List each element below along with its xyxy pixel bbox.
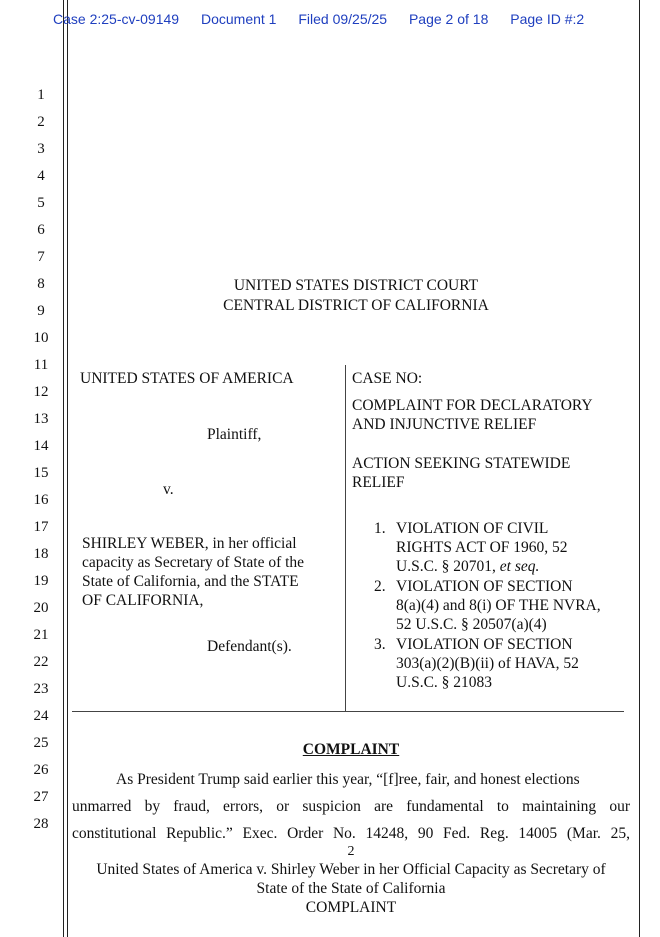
- line-number: 19: [33, 573, 49, 589]
- count-number: 2.: [374, 578, 386, 595]
- paragraph-line: unmarred by fraud, errors, or suspicion are fundamental to maintaining our: [72, 798, 630, 815]
- count-line-italic: et seq.: [499, 558, 540, 575]
- paragraph-line: constitutional Republic.” Exec. Order No. 14248, 90 Fed. Reg. 14005 (Mar. 25,: [72, 825, 630, 842]
- line-number: 26: [33, 762, 49, 778]
- line-number: 15: [33, 465, 49, 481]
- defendant-line: capacity as Secretary of State of the: [82, 554, 305, 571]
- count-line: VIOLATION OF SECTION: [396, 636, 573, 653]
- case-number-label: CASE NO:: [352, 370, 423, 387]
- complaint-heading: COMPLAINT: [302, 741, 400, 758]
- line-number: 3: [37, 141, 45, 157]
- versus: v.: [163, 481, 174, 498]
- header-document: Document 1: [200, 11, 277, 27]
- header-filed: Filed 09/25/25: [298, 11, 388, 27]
- defendant-line: SHIRLEY WEBER, in her official: [82, 535, 297, 552]
- line-number: 4: [37, 168, 45, 184]
- complaint-title-line: COMPLAINT FOR DECLARATORY: [352, 397, 593, 414]
- line-number: 23: [33, 681, 49, 697]
- count-line: U.S.C. § 21083: [396, 674, 493, 691]
- line-number: 2: [37, 114, 45, 130]
- line-number: 28: [33, 816, 49, 832]
- count-line: 8(a)(4) and 8(i) OF THE NVRA,: [396, 597, 601, 614]
- count-line: VIOLATION OF SECTION: [396, 578, 573, 595]
- line-number: 6: [37, 222, 45, 238]
- line-number: 8: [37, 276, 45, 292]
- line-number: 1: [37, 87, 45, 103]
- court-name-line-1: UNITED STATES DISTRICT COURT: [233, 277, 479, 294]
- header-page-id: Page ID #:2: [510, 11, 585, 27]
- caption-divider: [345, 365, 346, 711]
- complaint-title-line: AND INJUNCTIVE RELIEF: [352, 416, 537, 433]
- ecf-header: [53, 11, 602, 27]
- caption-bottom-rule: [72, 711, 624, 712]
- defendant-line: State of California, and the STATE: [82, 573, 299, 590]
- count-number: 3.: [374, 636, 386, 653]
- action-line: ACTION SEEKING STATEWIDE: [352, 455, 571, 472]
- header-page: Page 2 of 18: [408, 11, 489, 27]
- footer-line-3: COMPLAINT: [305, 899, 397, 916]
- footer-line-2: State of the State of California: [256, 880, 446, 897]
- count-line: RIGHTS ACT OF 1960, 52: [396, 539, 568, 556]
- paragraph-line: As President Trump said earlier this year, “[f]ree, fair, and honest elections: [116, 771, 580, 788]
- line-number: 20: [33, 600, 49, 616]
- count-number: 1.: [374, 520, 386, 537]
- plaintiff-label: Plaintiff,: [207, 426, 262, 443]
- line-number: 12: [33, 384, 49, 400]
- defendant-line: OF CALIFORNIA,: [82, 592, 204, 609]
- header-case-number: Case 2:25-cv-09149: [53, 11, 180, 27]
- plaintiff-name: UNITED STATES OF AMERICA: [80, 370, 294, 387]
- left-margin-rule-2: [67, 0, 68, 937]
- count-line: [396, 557, 539, 576]
- line-number: 27: [33, 789, 49, 805]
- line-number: 9: [37, 303, 45, 319]
- line-number: 24: [33, 708, 49, 724]
- action-line: RELIEF: [352, 474, 405, 491]
- right-margin-rule: [639, 0, 640, 937]
- page-number: 2: [347, 844, 355, 859]
- count-line: VIOLATION OF CIVIL: [396, 520, 549, 537]
- line-number: 17: [33, 519, 49, 535]
- court-name-line-2: CENTRAL DISTRICT OF CALIFORNIA: [223, 297, 489, 314]
- line-number: 11: [33, 357, 49, 373]
- defendant-label: Defendant(s).: [207, 638, 292, 655]
- left-margin-rule-1: [63, 0, 64, 937]
- line-number: 18: [33, 546, 49, 562]
- line-number: 10: [33, 330, 49, 346]
- line-number: 7: [37, 249, 45, 265]
- count-line-text: U.S.C. § 20701,: [396, 558, 500, 575]
- line-number: 25: [33, 735, 49, 751]
- count-line: 303(a)(2)(B)(ii) of HAVA, 52: [396, 655, 579, 672]
- line-number: 13: [33, 411, 49, 427]
- line-number: 22: [33, 654, 49, 670]
- count-line: 52 U.S.C. § 20507(a)(4): [396, 616, 547, 633]
- footer-line-1: United States of America v. Shirley Weber in her Official Capacity as Secretary of: [96, 861, 606, 878]
- line-number: 21: [33, 627, 49, 643]
- line-number: 14: [33, 438, 49, 454]
- line-number: 5: [37, 195, 45, 211]
- line-number: 16: [33, 492, 49, 508]
